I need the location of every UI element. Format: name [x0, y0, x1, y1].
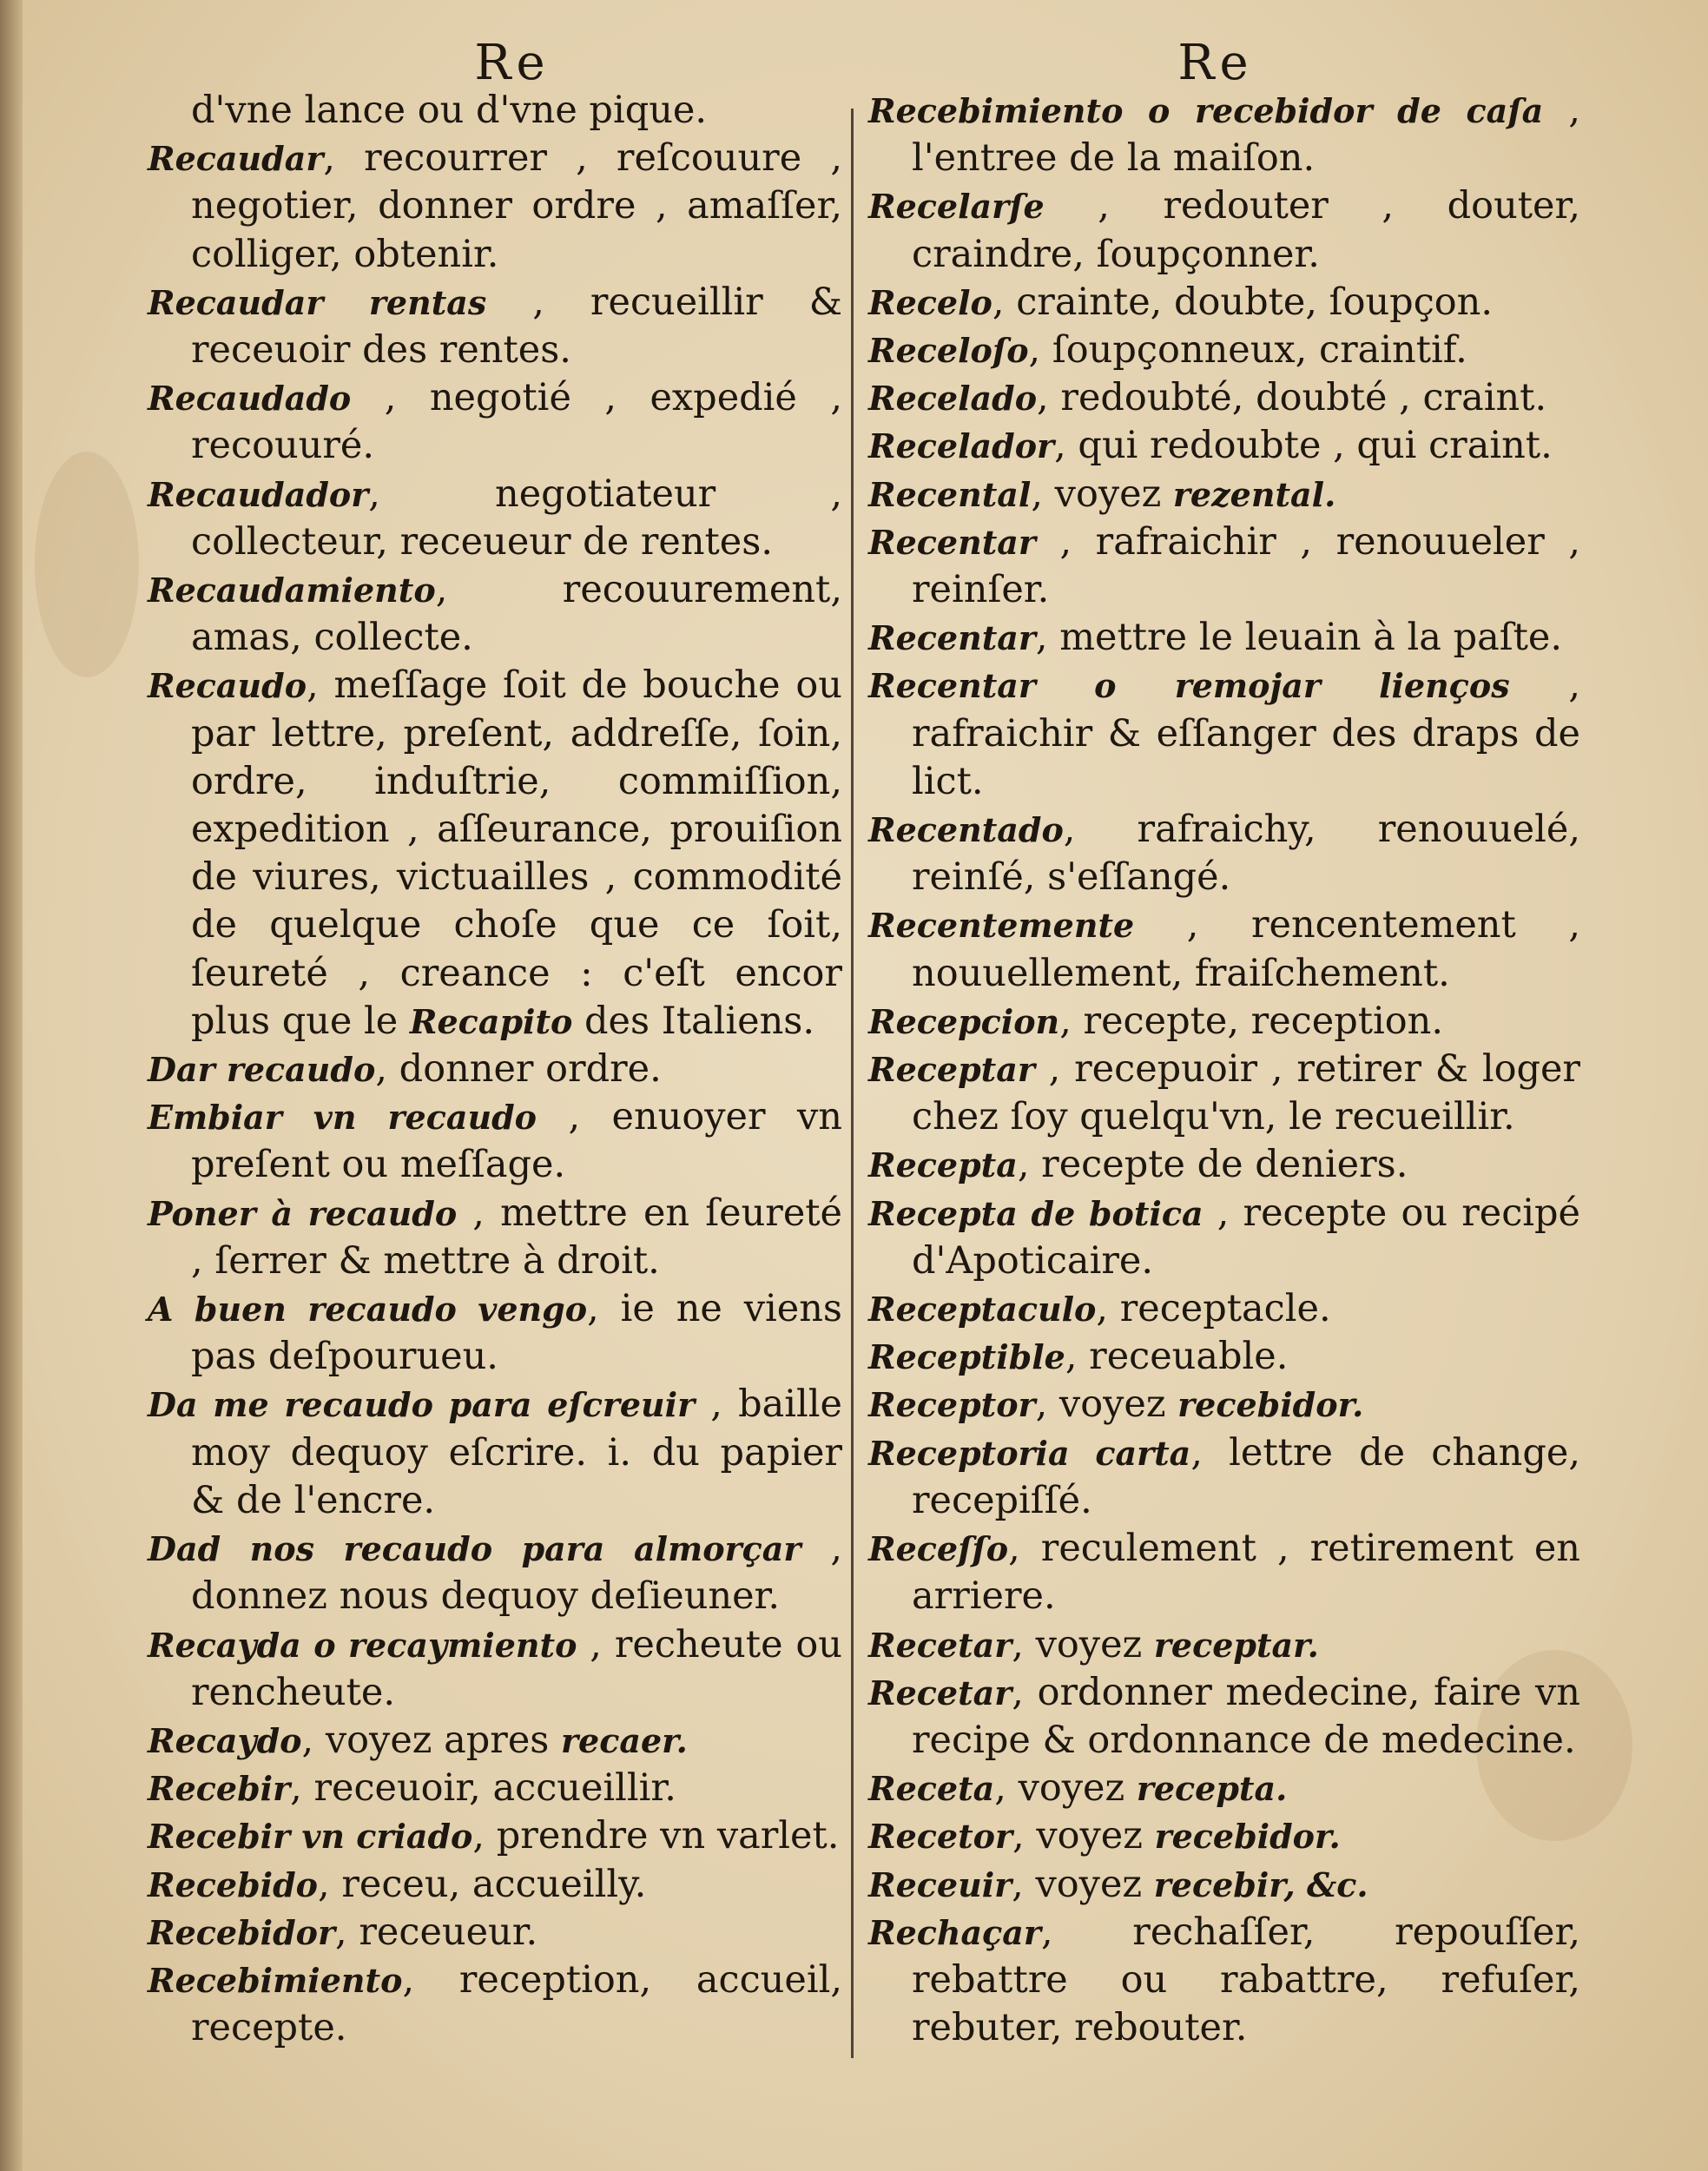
dictionary-entry: [868, 1285, 1580, 1333]
dictionary-entry: [868, 1333, 1580, 1381]
entry-headword: Recaydo: [148, 1720, 302, 1760]
entry-headword: Receſſo: [868, 1529, 1009, 1569]
dictionary-entry: [868, 422, 1580, 470]
entry-headword: Poner à recaudo: [148, 1193, 458, 1233]
entry-definition: d'vne lance ou d'vne pique.: [191, 89, 708, 132]
entry-headword: Recaudar rentas: [148, 282, 487, 322]
entry-headword: Recebido: [148, 1864, 318, 1904]
entry-crossref: recebir, &c.: [1153, 1864, 1368, 1904]
entry-headword: Receuir: [868, 1864, 1012, 1904]
dictionary-entry: [148, 662, 842, 1046]
dictionary-entry: [148, 1190, 842, 1285]
entry-headword: Recebimiento: [148, 1960, 403, 2000]
entry-definition: , recepte, reception.: [1059, 999, 1444, 1043]
entry-definition: , mettre en ſeureté , ſerrer & mettre à droit.: [191, 1191, 842, 1283]
dictionary-entry: [868, 806, 1580, 901]
dictionary-entry: [868, 998, 1580, 1046]
entry-headword: Receptor: [868, 1385, 1036, 1425]
dictionary-entry: [868, 374, 1580, 422]
entry-definition: , crainte, doubte, ſoupçon.: [992, 280, 1494, 324]
entry-definition: , recepte ou recipé d'Apoticaire.: [912, 1191, 1580, 1283]
entry-headword: Dar recaudo: [148, 1050, 376, 1090]
dictionary-entry: [868, 1861, 1580, 1909]
dictionary-entry: [148, 1285, 842, 1381]
dictionary-entry: [868, 1190, 1580, 1285]
dictionary-entry: [148, 87, 842, 135]
entry-headword: Recebimiento o recebidor de caſa: [868, 91, 1544, 130]
entry-definition: , rafraichy, renouuelé, reinſé, s'eſſangé.: [912, 808, 1580, 900]
dictionary-entry: [868, 182, 1580, 278]
entry-headword: Receptoria carta: [868, 1433, 1191, 1473]
entry-headword: Recentar o remojar lienços: [868, 666, 1510, 706]
entry-headword: Recelo: [868, 282, 992, 322]
dictionary-entry: [148, 1525, 842, 1620]
entry-definition-tail: des Italiens.: [572, 999, 815, 1043]
entry-definition: , donnez nous dequoy deſieuner.: [191, 1527, 842, 1619]
entry-headword: Receptaculo: [868, 1290, 1097, 1330]
dictionary-entry: [148, 374, 842, 470]
dictionary-entry: [868, 1765, 1580, 1812]
dictionary-entry: [868, 87, 1580, 182]
entry-definition: , meſſage ſoit de bouche ou par lettre, preſent, addreſſe, ſoin, ordre, induſtrie, commiſſion, expedition , aſſeurance, prouiſion de viures, victuailles , commodité de quelque choſe que ce ſoit, ſeureté , creance : c'eſt encor plus que le: [191, 663, 842, 1043]
dictionary-entry: [148, 1812, 842, 1860]
entry-headword: Recental: [868, 474, 1032, 514]
entry-headword: Embiar vn recaudo: [148, 1098, 537, 1138]
dictionary-entry: [868, 901, 1580, 997]
entry-headword: Recepta: [868, 1145, 1018, 1185]
page-gutter: [0, 0, 23, 2171]
entry-definition: , recheute ou rencheute.: [191, 1622, 842, 1714]
entry-definition: , rafraichir & eſſanger des draps de lict.: [912, 663, 1581, 803]
entry-headword: Receptible: [868, 1337, 1065, 1377]
left-column: [148, 87, 842, 2052]
entry-crossref: recaer.: [561, 1720, 688, 1760]
dictionary-entry: [868, 662, 1580, 806]
entry-headword: Recentar: [868, 618, 1036, 658]
entry-headword: Recaudar: [148, 139, 324, 179]
entry-headword: Recelarſe: [868, 187, 1045, 227]
entry-definition: , negotié , expedié , recouuré.: [191, 376, 842, 468]
entry-crossref: recepta.: [1136, 1769, 1288, 1809]
dictionary-entry: [148, 1909, 842, 1957]
entry-definition: , qui redoubte , qui craint.: [1054, 424, 1553, 468]
entry-crossref: recebidor.: [1154, 1817, 1341, 1857]
entry-headword: Recentemente: [868, 906, 1135, 946]
entry-definition: , ſoupçonneux, craintif.: [1028, 328, 1467, 373]
running-head-right: Re: [1177, 35, 1254, 91]
entry-definition: , voyez: [1012, 1814, 1155, 1858]
entry-definition: , receptacle.: [1096, 1287, 1331, 1331]
dictionary-entry: [868, 1525, 1580, 1620]
dictionary-entry: [868, 279, 1580, 327]
entry-headword: Recebir vn criado: [148, 1817, 473, 1857]
entry-definition: , mettre le leuain à la paſte.: [1035, 616, 1563, 660]
dictionary-entry: [868, 1429, 1580, 1525]
entry-crossref: recebidor.: [1177, 1385, 1364, 1425]
dictionary-entry: [148, 1957, 842, 2052]
entry-definition: , voyez: [994, 1766, 1137, 1811]
entry-headword: A buen recaudo vengo: [148, 1290, 588, 1330]
entry-headword: Recebidor: [148, 1912, 336, 1952]
entry-definition: , recepte de deniers.: [1017, 1143, 1408, 1187]
entry-definition: , ie ne viens pas deſpourueu.: [191, 1287, 842, 1379]
entry-definition: , receueur.: [335, 1910, 538, 1954]
entry-crossref: receptar.: [1153, 1625, 1319, 1665]
entry-headword: Recelado: [868, 379, 1038, 419]
entry-definition: , recourrer , reſcouure , negotier, donner ordre , amaſſer, colliger, obtenir.: [191, 136, 842, 276]
dictionary-entry: [868, 518, 1580, 614]
entry-headword: Recepta de botica: [868, 1193, 1204, 1233]
dictionary-entry: [868, 471, 1580, 518]
dictionary-entry: [148, 1861, 842, 1909]
entry-definition: , redoubté, doubté , craint.: [1037, 376, 1547, 420]
dictionary-entry: [868, 1909, 1580, 2053]
entry-definition: , voyez: [1012, 1862, 1154, 1906]
entry-definition: , enuoyer vn preſent ou meſſage.: [191, 1095, 842, 1187]
entry-headword: Recentado: [868, 810, 1064, 850]
dictionary-entry: [148, 1046, 842, 1093]
entry-definition: , rechaſſer, repouſſer, rebattre ou rabattre, refuſer, rebuter, rebouter.: [912, 1910, 1580, 2050]
entry-crossref: Recapito: [409, 1001, 573, 1041]
entry-definition: , receuable.: [1065, 1335, 1289, 1379]
dictionary-entry: [148, 1093, 842, 1189]
entry-headword: Receptar: [868, 1050, 1035, 1090]
entry-definition: , baille moy dequoy eſcrire. i. du papier & de l'encre.: [191, 1382, 843, 1522]
entry-definition: , voyez: [1035, 1382, 1178, 1427]
dictionary-entry: [868, 1381, 1580, 1429]
dictionary-entry: [148, 1717, 842, 1765]
dictionary-entry: [148, 471, 842, 566]
entry-headword: Recepcion: [868, 1001, 1060, 1041]
entry-definition: , receu, accueilly.: [318, 1862, 647, 1906]
running-head-left: Re: [474, 35, 551, 91]
dictionary-entry: [868, 1669, 1580, 1765]
entry-headword: Receta: [868, 1769, 995, 1809]
entry-headword: Recetar: [868, 1625, 1012, 1665]
entry-headword: Recaudado: [148, 379, 352, 419]
dictionary-entry: [148, 279, 842, 374]
entry-definition: , voyez apres: [301, 1718, 561, 1762]
dictionary-entry: [868, 327, 1580, 374]
entry-crossref: rezental.: [1172, 474, 1336, 514]
dictionary-entry: [148, 566, 842, 662]
entry-definition: , reculement , retirement en arriere.: [912, 1527, 1580, 1619]
entry-definition: , rafraichir , renouueler , reinſer.: [912, 519, 1580, 612]
entry-headword: Recentar: [868, 522, 1036, 562]
entry-definition: , negotiateur , collecteur, receueur de rentes.: [191, 472, 842, 564]
entry-headword: Receloſo: [868, 331, 1029, 371]
dictionary-entry: [148, 1381, 842, 1525]
entry-definition: , l'entree de la maiſon.: [912, 89, 1580, 181]
entry-headword: Recayda o recaymiento: [148, 1625, 577, 1665]
entry-headword: Recaudo: [148, 666, 307, 706]
entry-headword: Rechaçar: [868, 1912, 1041, 1952]
entry-definition: , rencentement , nouuellement, fraiſchement.: [912, 903, 1580, 995]
dictionary-entry: [148, 135, 842, 279]
dictionary-entry: [868, 1621, 1580, 1669]
entry-headword: Da me recaudo para eſcreuir: [148, 1385, 696, 1425]
entry-headword: Recetor: [868, 1817, 1012, 1857]
dictionary-entry: [868, 614, 1580, 662]
entry-headword: Recaudamiento: [148, 571, 436, 610]
entry-headword: Recetar: [868, 1673, 1012, 1712]
entry-headword: Recaudador: [148, 474, 369, 514]
entry-definition: , recueillir & receuoir des rentes.: [191, 280, 842, 373]
entry-definition: , reception, accueil, recepte.: [191, 1957, 842, 2050]
entry-headword: Dad nos recaudo para almorçar: [148, 1529, 801, 1569]
entry-definition: , lettre de change, recepiſſé.: [912, 1430, 1580, 1522]
entry-definition: , donner ordre.: [375, 1047, 662, 1092]
dictionary-entry: [148, 1765, 842, 1812]
dictionary-entry: [868, 1812, 1580, 1860]
entry-headword: Recebir: [148, 1769, 291, 1809]
entry-definition: , receuoir, accueillir.: [290, 1766, 676, 1811]
entry-headword: Recelador: [868, 426, 1055, 466]
dictionary-entry: [868, 1046, 1580, 1141]
entry-definition: , prendre vn varlet.: [472, 1814, 840, 1858]
dictionary-entry: [868, 1141, 1580, 1189]
entry-definition: , voyez: [1012, 1622, 1154, 1666]
entry-definition: , voyez: [1031, 472, 1173, 516]
entry-definition: , recepuoir , retirer & loger chez ſoy quelqu'vn, le recueillir.: [912, 1047, 1580, 1139]
entry-definition: , redouter , douter, craindre, ſoupçonner.: [912, 184, 1580, 276]
entry-definition: , recouurement, amas, collecte.: [191, 568, 842, 660]
entry-definition: , ordonner medecine, faire vn recipe & ordonnance de medecine.: [912, 1670, 1580, 1762]
right-column: [868, 87, 1580, 2052]
dictionary-entry: [148, 1621, 842, 1717]
column-divider: [851, 109, 854, 2058]
paper-stain: [35, 452, 139, 677]
